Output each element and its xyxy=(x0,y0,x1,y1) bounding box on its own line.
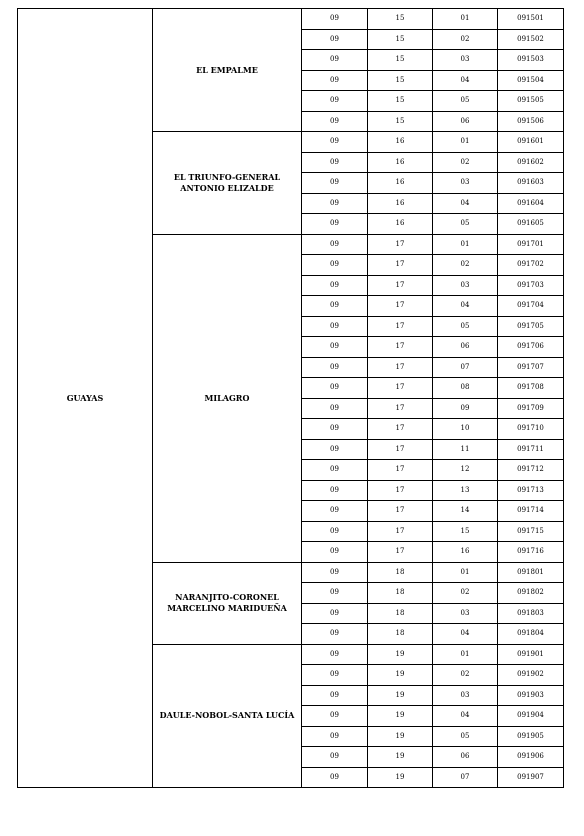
parish-code-cell: 01 xyxy=(433,9,498,30)
parish-code-cell: 07 xyxy=(433,357,498,378)
province-code-cell: 09 xyxy=(302,316,368,337)
province-code-cell: 09 xyxy=(302,603,368,624)
full-code-cell: 091708 xyxy=(498,378,564,399)
parish-code-cell: 01 xyxy=(433,644,498,665)
canton-code-cell: 15 xyxy=(368,91,433,112)
province-code-cell: 09 xyxy=(302,583,368,604)
full-code-cell: 091702 xyxy=(498,255,564,276)
canton-code-cell: 16 xyxy=(368,152,433,173)
parish-code-cell: 03 xyxy=(433,685,498,706)
full-code-cell: 091804 xyxy=(498,624,564,645)
canton-code-cell: 16 xyxy=(368,132,433,153)
parish-code-cell: 08 xyxy=(433,378,498,399)
province-code-cell: 09 xyxy=(302,706,368,727)
province-code-cell: 09 xyxy=(302,193,368,214)
province-code-cell: 09 xyxy=(302,214,368,235)
canton-code-cell: 17 xyxy=(368,419,433,440)
canton-code-cell: 15 xyxy=(368,9,433,30)
parish-code-cell: 05 xyxy=(433,726,498,747)
province-code-cell: 09 xyxy=(302,460,368,481)
canton-code-cell: 17 xyxy=(368,480,433,501)
full-code-cell: 091706 xyxy=(498,337,564,358)
canton-code-cell: 16 xyxy=(368,173,433,194)
canton-code-cell: 17 xyxy=(368,357,433,378)
parish-code-cell: 05 xyxy=(433,91,498,112)
parish-code-cell: 12 xyxy=(433,460,498,481)
canton-code-cell: 15 xyxy=(368,50,433,71)
province-code-cell: 09 xyxy=(302,50,368,71)
canton-code-cell: 16 xyxy=(368,193,433,214)
full-code-cell: 091714 xyxy=(498,501,564,522)
canton-code-cell: 17 xyxy=(368,275,433,296)
full-code-cell: 091506 xyxy=(498,111,564,132)
canton-code-cell: 19 xyxy=(368,665,433,686)
parish-code-cell: 14 xyxy=(433,501,498,522)
parish-code-cell: 04 xyxy=(433,193,498,214)
full-code-cell: 091602 xyxy=(498,152,564,173)
canton-code-cell: 17 xyxy=(368,460,433,481)
parish-code-cell: 16 xyxy=(433,542,498,563)
full-code-cell: 091701 xyxy=(498,234,564,255)
parish-code-cell: 02 xyxy=(433,255,498,276)
parish-code-cell: 11 xyxy=(433,439,498,460)
parish-code-cell: 13 xyxy=(433,480,498,501)
province-code-cell: 09 xyxy=(302,337,368,358)
canton-code-cell: 17 xyxy=(368,296,433,317)
canton-name-cell: NARANJITO-CORONEL MARCELINO MARIDUEÑA xyxy=(153,562,302,644)
parish-code-cell: 04 xyxy=(433,296,498,317)
full-code-cell: 091716 xyxy=(498,542,564,563)
full-code-cell: 091704 xyxy=(498,296,564,317)
province-code-cell: 09 xyxy=(302,255,368,276)
canton-name-cell: EL EMPALME xyxy=(153,9,302,132)
parish-code-cell: 02 xyxy=(433,583,498,604)
full-code-cell: 091803 xyxy=(498,603,564,624)
full-code-cell: 091802 xyxy=(498,583,564,604)
province-code-cell: 09 xyxy=(302,767,368,788)
canton-code-cell: 15 xyxy=(368,111,433,132)
canton-name-cell: DAULE-NOBOL-SANTA LUCÍA xyxy=(153,644,302,788)
province-code-cell: 09 xyxy=(302,542,368,563)
full-code-cell: 091504 xyxy=(498,70,564,91)
full-code-cell: 091501 xyxy=(498,9,564,30)
canton-code-cell: 17 xyxy=(368,255,433,276)
parish-code-cell: 06 xyxy=(433,747,498,768)
full-code-cell: 091503 xyxy=(498,50,564,71)
canton-code-cell: 18 xyxy=(368,603,433,624)
full-code-cell: 091902 xyxy=(498,665,564,686)
canton-code-cell: 17 xyxy=(368,439,433,460)
canton-name-cell: EL TRIUNFO-GENERAL ANTONIO ELIZALDE xyxy=(153,132,302,235)
province-code-cell: 09 xyxy=(302,419,368,440)
province-code-cell: 09 xyxy=(302,480,368,501)
province-code-cell: 09 xyxy=(302,665,368,686)
province-cell: GUAYAS xyxy=(18,9,153,788)
full-code-cell: 091707 xyxy=(498,357,564,378)
full-code-cell: 091505 xyxy=(498,91,564,112)
province-code-cell: 09 xyxy=(302,501,368,522)
table-row xyxy=(18,9,564,30)
parish-code-cell: 04 xyxy=(433,70,498,91)
province-code-cell: 09 xyxy=(302,747,368,768)
parish-code-cell: 09 xyxy=(433,398,498,419)
full-code-cell: 091906 xyxy=(498,747,564,768)
full-code-cell: 091603 xyxy=(498,173,564,194)
canton-code-cell: 17 xyxy=(368,378,433,399)
full-code-cell: 091905 xyxy=(498,726,564,747)
province-code-cell: 09 xyxy=(302,521,368,542)
full-code-cell: 091502 xyxy=(498,29,564,50)
province-code-cell: 09 xyxy=(302,9,368,30)
full-code-cell: 091703 xyxy=(498,275,564,296)
canton-code-cell: 19 xyxy=(368,706,433,727)
full-code-cell: 091705 xyxy=(498,316,564,337)
parish-code-cell: 02 xyxy=(433,665,498,686)
canton-code-cell: 17 xyxy=(368,234,433,255)
province-code-cell: 09 xyxy=(302,439,368,460)
province-code-cell: 09 xyxy=(302,624,368,645)
province-code-cell: 09 xyxy=(302,29,368,50)
parish-code-cell: 07 xyxy=(433,767,498,788)
canton-code-cell: 15 xyxy=(368,70,433,91)
province-code-cell: 09 xyxy=(302,357,368,378)
parish-code-cell: 03 xyxy=(433,50,498,71)
full-code-cell: 091604 xyxy=(498,193,564,214)
parish-code-cell: 01 xyxy=(433,132,498,153)
province-code-cell: 09 xyxy=(302,275,368,296)
parish-code-cell: 02 xyxy=(433,29,498,50)
parish-code-cell: 05 xyxy=(433,214,498,235)
province-code-cell: 09 xyxy=(302,70,368,91)
province-code-cell: 09 xyxy=(302,398,368,419)
full-code-cell: 091712 xyxy=(498,460,564,481)
province-code-cell: 09 xyxy=(302,132,368,153)
parish-code-cell: 05 xyxy=(433,316,498,337)
parish-code-cell: 10 xyxy=(433,419,498,440)
canton-code-cell: 17 xyxy=(368,398,433,419)
province-code-cell: 09 xyxy=(302,378,368,399)
canton-code-cell: 19 xyxy=(368,685,433,706)
canton-code-cell: 19 xyxy=(368,726,433,747)
full-code-cell: 091710 xyxy=(498,419,564,440)
province-code-cell: 09 xyxy=(302,644,368,665)
parish-code-cell: 02 xyxy=(433,152,498,173)
canton-code-cell: 18 xyxy=(368,624,433,645)
province-code-cell: 09 xyxy=(302,234,368,255)
parish-code-cell: 04 xyxy=(433,706,498,727)
parish-code-cell: 03 xyxy=(433,275,498,296)
province-code-cell: 09 xyxy=(302,685,368,706)
parish-code-cell: 15 xyxy=(433,521,498,542)
parish-code-cell: 03 xyxy=(433,173,498,194)
canton-code-cell: 16 xyxy=(368,214,433,235)
full-code-cell: 091801 xyxy=(498,562,564,583)
parish-code-cell: 01 xyxy=(433,562,498,583)
canton-code-cell: 19 xyxy=(368,767,433,788)
canton-code-cell: 19 xyxy=(368,747,433,768)
canton-code-cell: 18 xyxy=(368,583,433,604)
canton-name-cell: MILAGRO xyxy=(153,234,302,562)
full-code-cell: 091713 xyxy=(498,480,564,501)
canton-code-cell: 17 xyxy=(368,501,433,522)
full-code-cell: 091711 xyxy=(498,439,564,460)
canton-code-cell: 17 xyxy=(368,542,433,563)
parish-code-cell: 06 xyxy=(433,111,498,132)
province-code-cell: 09 xyxy=(302,152,368,173)
province-code-cell: 09 xyxy=(302,562,368,583)
full-code-cell: 091901 xyxy=(498,644,564,665)
canton-code-cell: 15 xyxy=(368,29,433,50)
province-code-cell: 09 xyxy=(302,296,368,317)
full-code-cell: 091904 xyxy=(498,706,564,727)
full-code-cell: 091715 xyxy=(498,521,564,542)
full-code-cell: 091709 xyxy=(498,398,564,419)
canton-code-cell: 17 xyxy=(368,316,433,337)
canton-code-cell: 17 xyxy=(368,521,433,542)
full-code-cell: 091601 xyxy=(498,132,564,153)
province-code-cell: 09 xyxy=(302,173,368,194)
parish-code-cell: 01 xyxy=(433,234,498,255)
canton-code-cell: 17 xyxy=(368,337,433,358)
code-table xyxy=(17,8,564,788)
province-code-cell: 09 xyxy=(302,91,368,112)
parish-code-cell: 06 xyxy=(433,337,498,358)
full-code-cell: 091907 xyxy=(498,767,564,788)
full-code-cell: 091605 xyxy=(498,214,564,235)
full-code-cell: 091903 xyxy=(498,685,564,706)
canton-code-cell: 18 xyxy=(368,562,433,583)
province-code-cell: 09 xyxy=(302,111,368,132)
parish-code-cell: 03 xyxy=(433,603,498,624)
province-code-cell: 09 xyxy=(302,726,368,747)
canton-code-cell: 19 xyxy=(368,644,433,665)
parish-code-cell: 04 xyxy=(433,624,498,645)
